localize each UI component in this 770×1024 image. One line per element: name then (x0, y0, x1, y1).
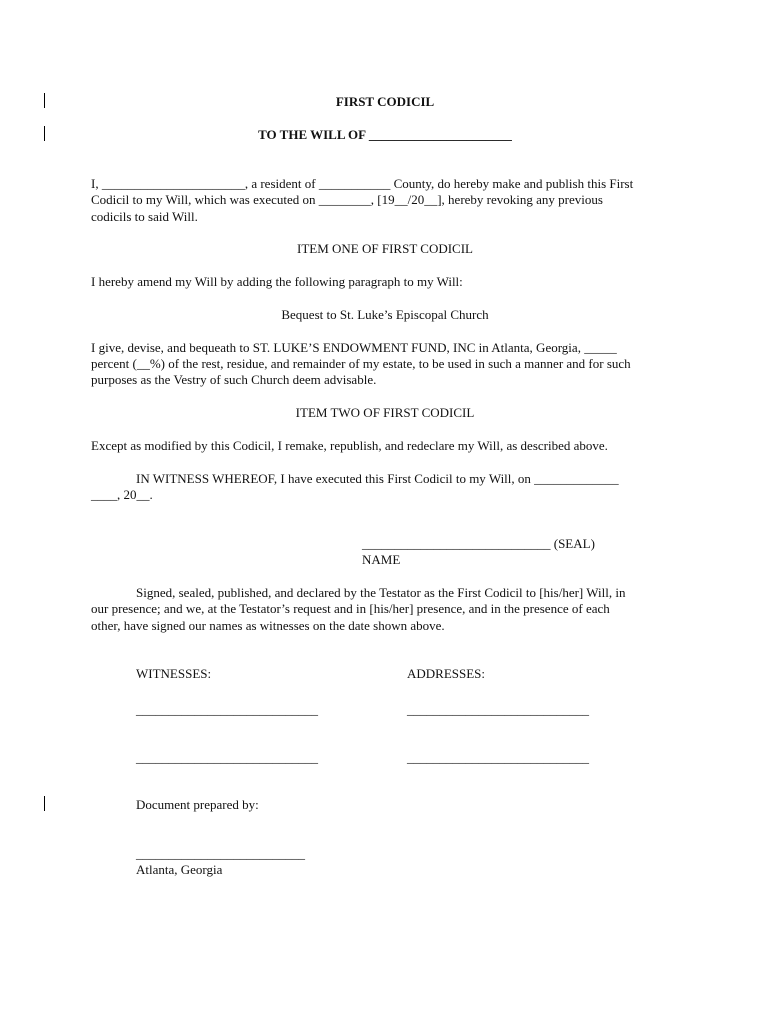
item-two-text: Except as modified by this Codicil, I remake, republish, and redeclare my Will, as described above. (91, 438, 608, 453)
bequest-line: percent (__%) of the rest, residue, and remainder of my estate, to be used in such a manner and for such (91, 356, 631, 371)
attestation-line: our presence; and we, at the Testator’s request and in [his/her] presence, and in the presence of each (91, 601, 610, 616)
witnesses-label: WITNESSES: (136, 666, 212, 681)
item-two-heading: ITEM TWO OF FIRST CODICIL (295, 405, 475, 420)
prepared-by-blank: __________________________ (136, 846, 305, 861)
intro-line: codicils to said Will. (91, 209, 198, 224)
change-bar (44, 796, 45, 811)
signature-line: _____________________________ (SEAL) (362, 536, 595, 551)
witness-whereof-line: IN WITNESS WHEREOF, I have executed this First Codicil to my Will, on _____________ (136, 471, 619, 486)
addresses-label: ADDRESSES: (407, 666, 486, 681)
bequest-line: I give, devise, and bequeath to ST. LUKE’S ENDOWMENT FUND, INC in Atlanta, Georgia, _____ (91, 340, 617, 355)
witness-whereof-line: ____, 20__. (91, 487, 153, 502)
prepared-by-location: Atlanta, Georgia (136, 862, 223, 877)
address-blank: ____________________________ (407, 702, 589, 717)
witness-signature-blank: ____________________________ (136, 702, 318, 717)
document-title: FIRST CODICIL (335, 94, 435, 109)
intro-line: Codicil to my Will, which was executed on ________, [19__/20__], hereby revoking any previous (91, 192, 603, 207)
attestation-line: Signed, sealed, published, and declared by the Testator as the First Codicil to [his/her] Will, in (136, 585, 626, 600)
document-subtitle: TO THE WILL OF ______________________ (258, 127, 512, 142)
witness-signature-blank: ____________________________ (136, 750, 318, 765)
intro-line: I, ______________________, a resident of ___________ County, do hereby make and publish this First (91, 176, 634, 191)
signature-name-label: NAME (362, 552, 401, 567)
address-blank: ____________________________ (407, 750, 589, 765)
attestation-line: other, have signed our names as witnesses on the date shown above. (91, 618, 445, 633)
bequest-line: purposes as the Vestry of such Church deem advisable. (91, 372, 377, 387)
item-one-text: I hereby amend my Will by adding the following paragraph to my Will: (91, 274, 463, 289)
item-one-heading: ITEM ONE OF FIRST CODICIL (297, 241, 473, 256)
bequest-heading: Bequest to St. Luke’s Episcopal Church (281, 307, 489, 322)
prepared-by-label: Document prepared by: (136, 797, 259, 812)
